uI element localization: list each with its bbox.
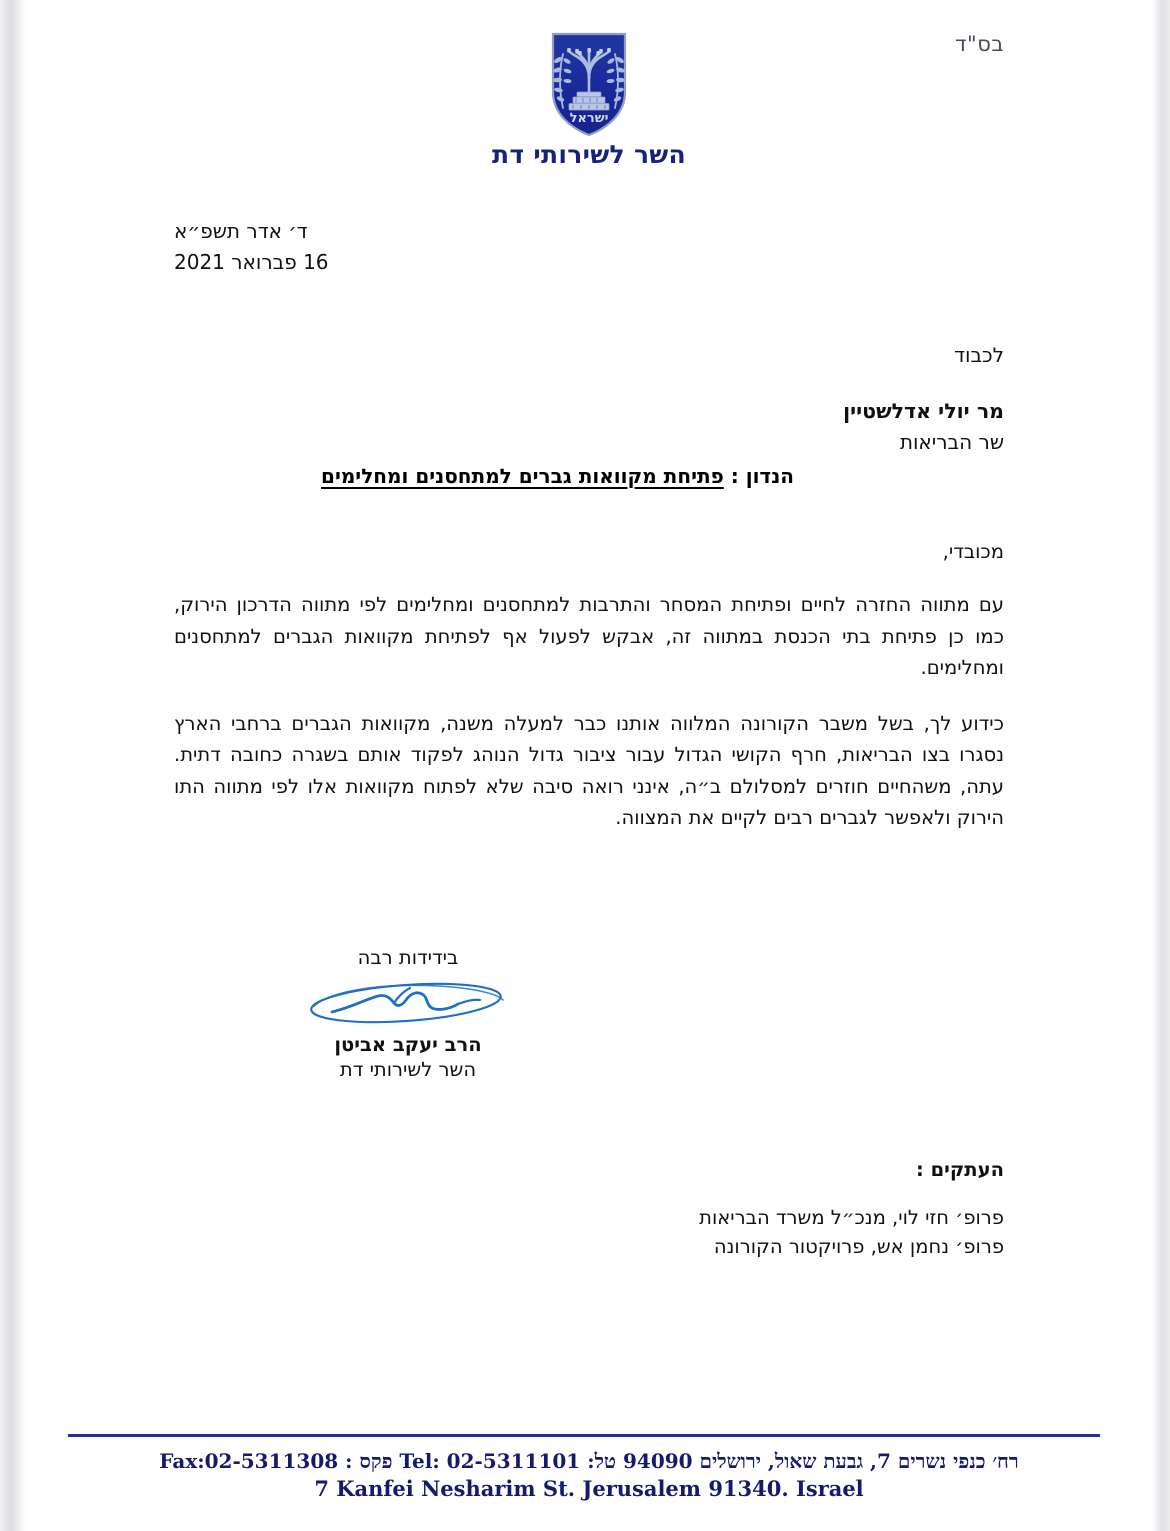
subject-text: פתיחת מקוואות גברים למתחסנים ומחלימים: [321, 464, 724, 488]
cc-block: [699, 1158, 1004, 1262]
body-paragraph: כידוע לך, בשל משבר הקורונה המלווה אותנו כבר למעלה משנה, מקוואות הגברים ברחבי הארץ נסגרו בצו הבריאות, חרף הקושי הגדול עבור ציבור גדול הנוהג לפקוד אותם בשגרה כחובה דתית. עתה, משהחיים חוזרים למסלולם ב״ה, אינני רואה סיבה שלא לפתוח מקוואות אלו לפי מתווה התו הירוק ולאפשר לגברים רבים לקיים את המצווה.: [174, 711, 1004, 830]
emblem-container: [26, 30, 1152, 142]
addressee-to-label: לכבוד: [954, 343, 1004, 367]
cc-recipient: פרופ׳ חזי לוי, מנכ״ל משרד הבריאות: [699, 1206, 1004, 1229]
footer-block: [26, 1448, 1152, 1503]
ministry-title: השר לשירותי דת: [491, 140, 687, 169]
subject-label: הנדון :: [723, 464, 794, 488]
page-edge-left-shadow: [0, 0, 26, 1531]
footer-address-hebrew: רח׳ כנפי נשרים 7, גבעת שאול, ירושלים 94090 טל: Tel: 02-5311101 פקס : Fax:02-5311308: [159, 1449, 1019, 1473]
body-paragraph: עם מתווה החזרה לחיים ופתיחת המסחר והתרבות למתחסנים ומחלימים לפי מתווה הדרכון הירוק, כמו כן פתיחת בתי הכנסת במתווה זה, אבקש לפעול אף לפתיחת מקוואות הגברים למתחסנים ומחלימים.: [174, 593, 1004, 680]
handwritten-signature-icon: [298, 973, 518, 1031]
letter-page: [26, 0, 1152, 1531]
signature-closing: בידידות רבה: [357, 946, 459, 969]
signatory-role: השר לשירותי דת: [339, 1058, 477, 1081]
letter-body: [174, 540, 1004, 858]
footer-divider: [68, 1434, 1100, 1437]
cc-title: העתקים :: [916, 1158, 1004, 1181]
footer-address-english: 7 Kanfei Nesharim St. Jerusalem 91340. Israel: [314, 1476, 864, 1501]
cc-list: [699, 1203, 1004, 1262]
addressee-block: [843, 340, 1004, 457]
emblem-inscription: ישראל: [569, 111, 609, 126]
bsd-mark: בס"ד: [955, 32, 1004, 56]
subject-line: [321, 464, 794, 488]
addressee-role: שר הבריאות: [899, 429, 1004, 454]
date-block: [174, 216, 329, 278]
signatory-name: הרב יעקב אביטן: [334, 1033, 482, 1056]
israel-state-emblem-icon: [547, 30, 631, 138]
signature-block: [258, 946, 558, 1084]
page-edge-right-shadow: [1152, 0, 1170, 1531]
salutation: מכובדי,: [942, 540, 1004, 563]
date-hebrew: ד׳ אדר תשפ״א: [174, 219, 308, 243]
date-gregorian: 16 פברואר 2021: [174, 250, 329, 274]
cc-recipient: פרופ׳ נחמן אש, פרויקטור הקורונה: [713, 1235, 1004, 1259]
addressee-name: מר יולי אדלשטיין: [843, 399, 1004, 423]
